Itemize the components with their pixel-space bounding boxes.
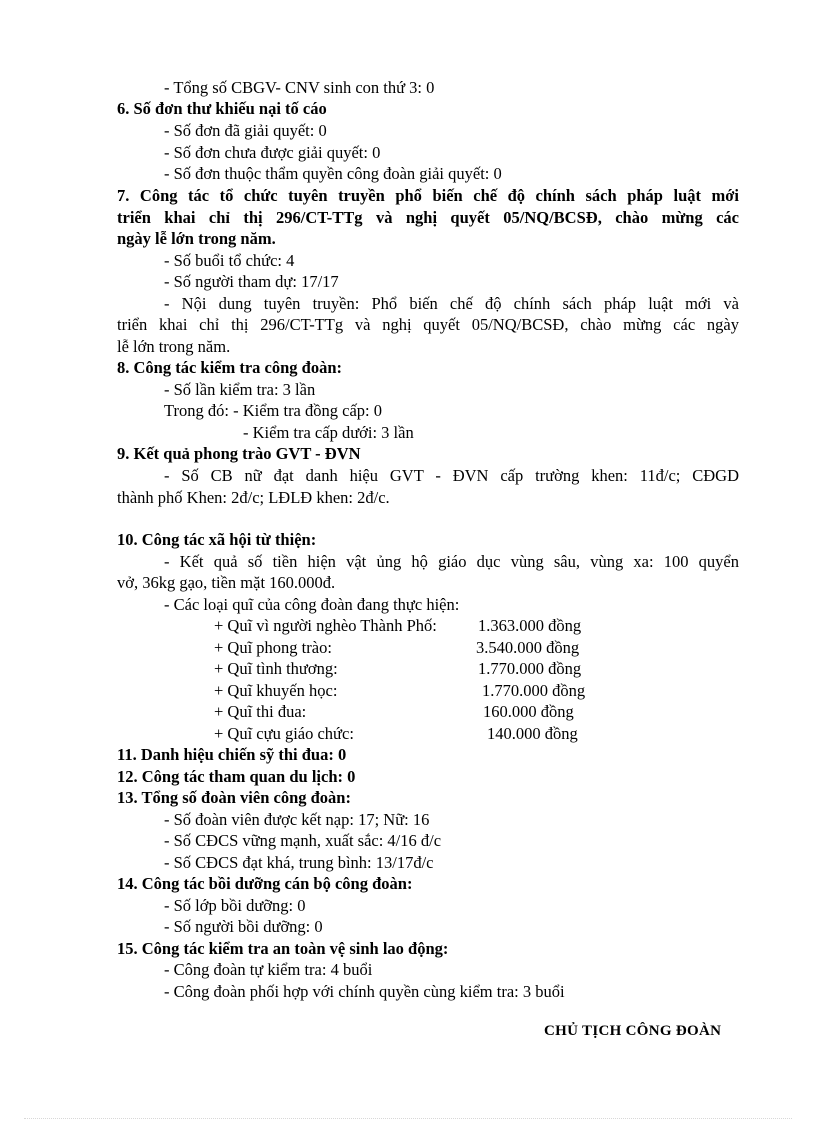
fund-amount: 1.363.000 đồng — [478, 616, 582, 635]
fund-label: + Quĩ cựu giáo chức: — [214, 724, 354, 743]
fund-amount: 140.000 đồng — [487, 724, 578, 743]
heading-9-movement: 9. Kết quả phong trào GVT - ĐVN — [117, 444, 361, 463]
line-resolved: - Số đơn đã giải quyết: 0 — [164, 121, 327, 140]
line-training-classes: - Số lớp bồi dưỡng: 0 — [164, 896, 306, 915]
fund-label: + Quĩ phong trào: — [214, 638, 332, 657]
heading-12-tourism: 12. Công tác tham quan du lịch: 0 — [117, 767, 356, 786]
line-training-people: - Số người bồi dưỡng: 0 — [164, 917, 323, 936]
line-unresolved: - Số đơn chưa được giải quyết: 0 — [164, 143, 381, 162]
fund-label: + Quĩ thi đua: — [214, 702, 307, 721]
fund-label: + Quĩ tình thương: — [214, 659, 338, 678]
heading-6-complaints: 6. Số đơn thư khiếu nại tố cáo — [117, 99, 327, 118]
line-joint-check: - Công đoàn phối hợp với chính quyền cùng kiểm tra: 3 buổi — [164, 982, 565, 1001]
heading-15-safety: 15. Công tác kiểm tra an toàn vệ sinh lao động: — [117, 939, 449, 958]
fund-amount: 1.770.000 đồng — [478, 659, 582, 678]
line-new-members: - Số đoàn viên được kết nạp: 17; Nữ: 16 — [164, 810, 430, 829]
line-funds-intro: - Các loại quĩ của công đoàn đang thực hiện: — [164, 595, 460, 614]
line-union-authority: - Số đơn thuộc thẩm quyền công đoàn giải quyết: 0 — [164, 164, 502, 183]
fund-amount: 160.000 đồng — [483, 702, 574, 721]
line-content-2: triển khai chỉ thị 296/CT-TTg và nghị quyết 05/NQ/BCSĐ, chào mừng các ngày — [117, 315, 739, 334]
line-lower-level: - Kiểm tra cấp dưới: 3 lần — [243, 423, 414, 442]
line-third-child: - Tổng số CBGV- CNV sinh con thứ 3: 0 — [164, 78, 435, 97]
line-inspection-count: - Số lần kiểm tra: 3 lần — [164, 380, 316, 399]
fund-amount: 3.540.000 đồng — [476, 638, 580, 657]
heading-7-line3: ngày lễ lớn trong năm. — [117, 229, 276, 248]
heading-8-inspection: 8. Công tác kiểm tra công đoàn: — [117, 358, 343, 377]
signature-title: CHỦ TỊCH CÔNG ĐOÀN — [544, 1023, 722, 1039]
line-strong-units: - Số CĐCS vững mạnh, xuất sắc: 4/16 đ/c — [164, 831, 442, 850]
heading-14-training: 14. Công tác bồi dưỡng cán bộ công đoàn: — [117, 874, 413, 893]
line-content-3: lễ lớn trong năm. — [117, 337, 231, 356]
line-attendees: - Số người tham dự: 17/17 — [164, 272, 339, 291]
heading-11-emulation: 11. Danh hiệu chiến sỹ thi đua: 0 — [117, 745, 347, 764]
heading-10-charity: 10. Công tác xã hội từ thiện: — [117, 530, 317, 549]
heading-7-line1: 7. Công tác tổ chức tuyên truyền phổ biến chế độ chính sách pháp luật mới — [117, 186, 739, 205]
line-average-units: - Số CĐCS đạt khá, trung bình: 13/17đ/c — [164, 853, 434, 872]
line-charity-1: - Kết quả số tiền hiện vật ủng hộ giáo dục vùng sâu, vùng xa: 100 quyển — [164, 552, 739, 571]
page-bottom-rule — [24, 1118, 792, 1119]
line-content-1: - Nội dung tuyên truyền: Phổ biến chế độ chính sách pháp luật mới và — [164, 294, 739, 313]
line-charity-2: vở, 36kg gạo, tiền mặt 160.000đ. — [117, 573, 336, 592]
line-award-1: - Số CB nữ đạt danh hiệu GVT - ĐVN cấp trường khen: 11đ/c; CĐGD — [164, 466, 739, 485]
heading-13-members: 13. Tổng số đoàn viên công đoàn: — [117, 788, 351, 807]
line-self-check: - Công đoàn tự kiểm tra: 4 buổi — [164, 960, 373, 979]
line-award-2: thành phố Khen: 2đ/c; LĐLĐ khen: 2đ/c. — [117, 488, 390, 507]
fund-amount: 1.770.000 đồng — [482, 681, 586, 700]
line-sessions: - Số buổi tổ chức: 4 — [164, 251, 295, 270]
fund-label: + Quĩ khuyến học: — [214, 681, 338, 700]
line-same-level: Trong đó: - Kiểm tra đồng cấp: 0 — [164, 401, 382, 420]
fund-label: + Quĩ vì người nghèo Thành Phố: — [214, 616, 437, 635]
heading-7-line2: triển khai chỉ thị 296/CT-TTg và nghị quyết 05/NQ/BCSĐ, chào mừng các — [117, 208, 739, 227]
